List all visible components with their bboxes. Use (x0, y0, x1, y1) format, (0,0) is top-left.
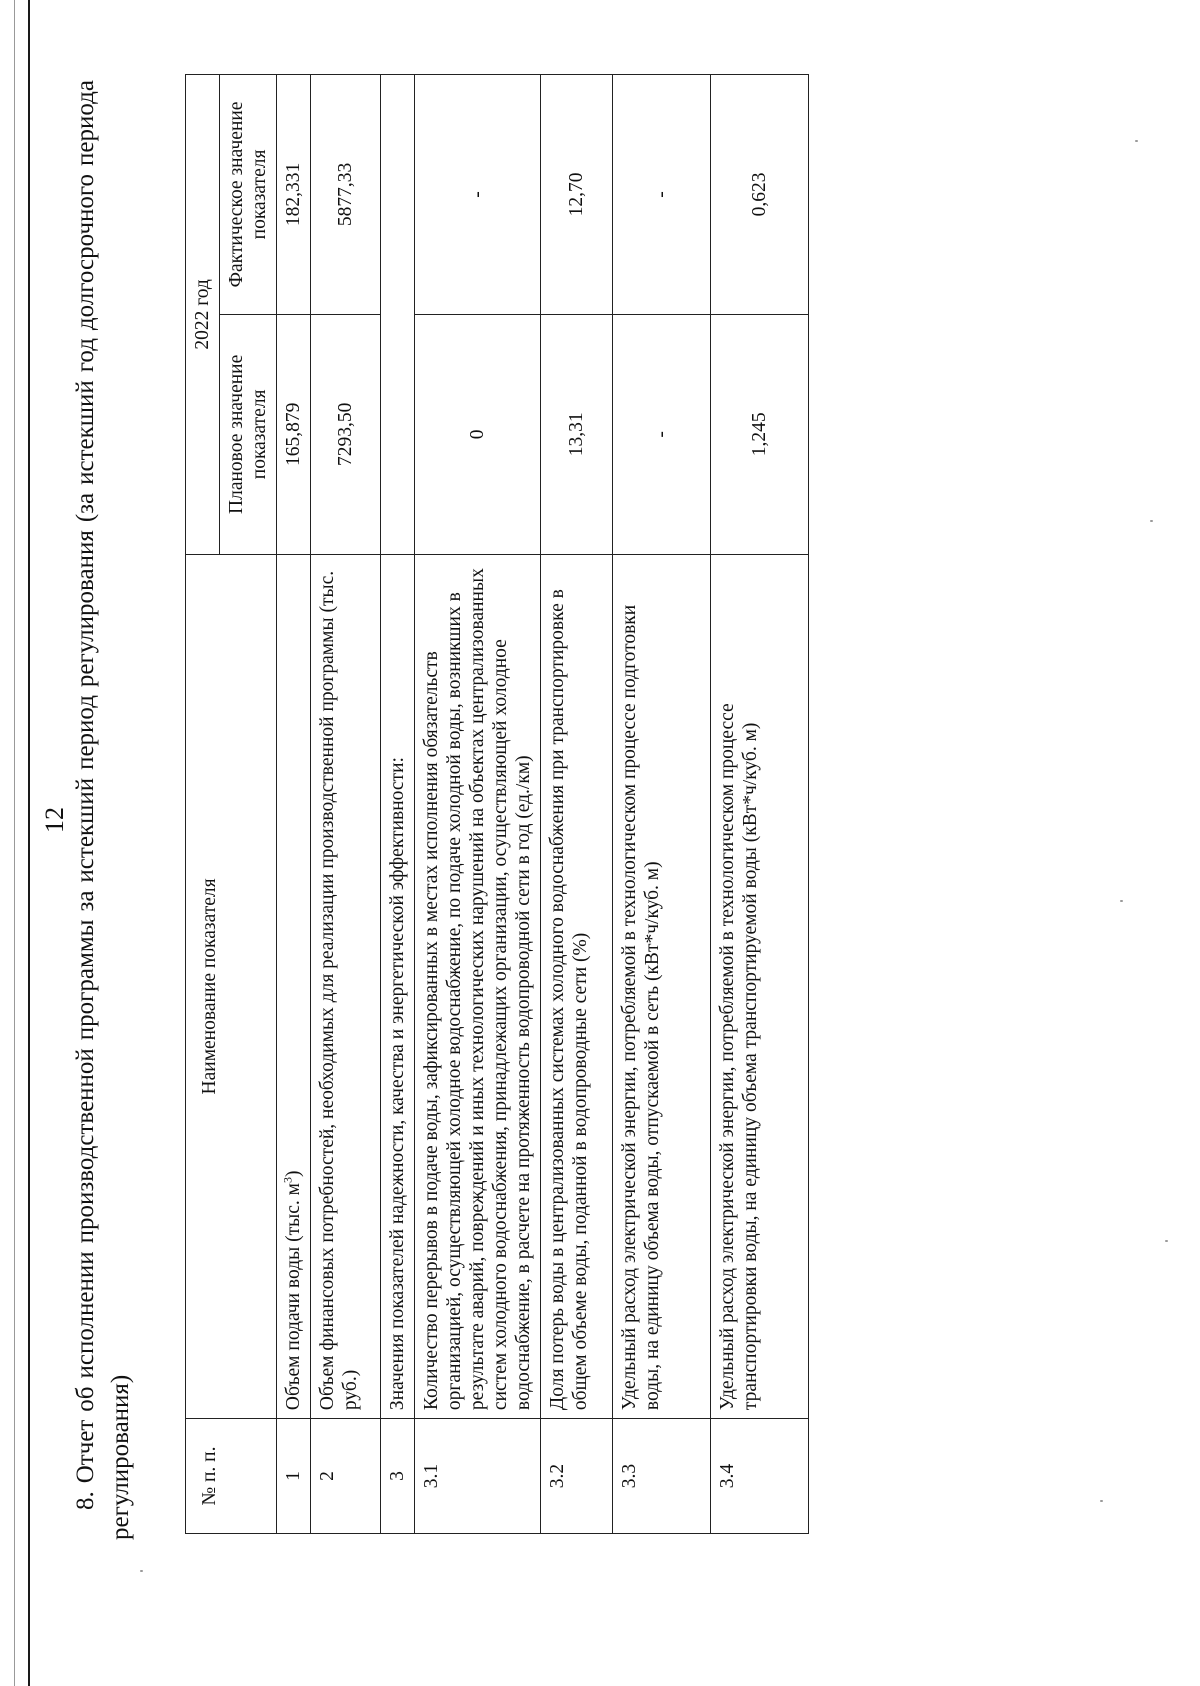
row-name-text: Объем подачи воды (тыс. м (283, 1183, 304, 1411)
row-plan: 1,245 (711, 314, 809, 554)
row-fact: 5877,33 (311, 75, 381, 315)
scan-speck (1120, 900, 1123, 902)
header-year: 2022 год (186, 75, 220, 555)
row-name: Количество перерывов в подаче воды, зафиксированных в местах исполнения обязательств организацией, осуществляющей холодное водоснабжение, по подаче холодной воды, возникших в результате аварий, повреждений и иных технологических нарушений на объектах централизованных систем холодного водоснабжения, принадлежащих организации, осуществляющей холодное водоснабжение, в расчете на протяженность водопроводной сети в год (ед./км) (415, 554, 541, 1418)
scan-speck (1150, 520, 1153, 522)
scan-speck (1135, 140, 1138, 142)
table-row (311, 75, 381, 1534)
row-num: 3.3 (613, 1419, 711, 1534)
row-fact: - (613, 75, 711, 315)
row-fact: 182,331 (277, 75, 311, 315)
row-plan: - (613, 314, 711, 554)
table-row (541, 75, 613, 1534)
row-num: 1 (277, 1419, 311, 1534)
row-num: 3.4 (711, 1419, 809, 1534)
row-empty-values (381, 75, 415, 555)
header-fact: Фактическое значение показателя (220, 75, 277, 315)
row-plan: 13,31 (541, 314, 613, 554)
row-fact: - (415, 75, 541, 315)
row-name (277, 554, 311, 1418)
row-name: Доля потерь воды в централизованных системах холодного водоснабжения при транспортировке в общем объеме воды, поданной в водопроводные сети (%) (541, 554, 613, 1418)
row-name: Удельный расход электрической энергии, потребляемой в технологическом процессе подготовки воды, на единицу объема воды, отпускаемой в сеть (кВт*ч/куб. м) (613, 554, 711, 1418)
header-plan: Плановое значение показателя (220, 314, 277, 554)
row-name: Удельный расход электрической энергии, потребляемой в технологическом процессе транспортировки воды, на единицу объема транспортируемой воды (кВт*ч/куб. м) (711, 554, 809, 1418)
table-row (415, 75, 541, 1534)
row-name-tail: ) (283, 1170, 304, 1178)
row-name: Значения показателей надежности, качества и энергетической эффективности: (381, 554, 415, 1418)
section-heading: 8. Отчет об исполнении производственной программы за истекший период регулирования (за истекший год долгосрочного периода регулирования) (72, 80, 134, 1540)
table-section-row (381, 75, 415, 1534)
row-num: 3.1 (415, 1419, 541, 1534)
rotated-page (0, 10, 1100, 1630)
header-num: № п. п. (186, 1419, 277, 1534)
table-row (711, 75, 809, 1534)
header-name: Наименование показателя (186, 554, 277, 1418)
row-plan: 7293,50 (311, 314, 381, 554)
row-num: 2 (311, 1419, 381, 1534)
table-row (277, 75, 311, 1534)
row-fact: 12,70 (541, 75, 613, 315)
row-fact: 0,623 (711, 75, 809, 315)
row-name: Объем финансовых потребностей, необходимых для реализации производственной программы (тыс. руб.) (311, 554, 381, 1418)
row-num: 3.2 (541, 1419, 613, 1534)
report-table (185, 74, 809, 1534)
scan-speck (1165, 1240, 1168, 1242)
page-number: 12 (40, 807, 69, 833)
unit-superscript: 3 (280, 1177, 295, 1184)
scan-speck (1100, 1500, 1103, 1502)
table-row (613, 75, 711, 1534)
row-plan: 0 (415, 314, 541, 554)
row-num: 3 (381, 1419, 415, 1534)
row-plan: 165,879 (277, 314, 311, 554)
